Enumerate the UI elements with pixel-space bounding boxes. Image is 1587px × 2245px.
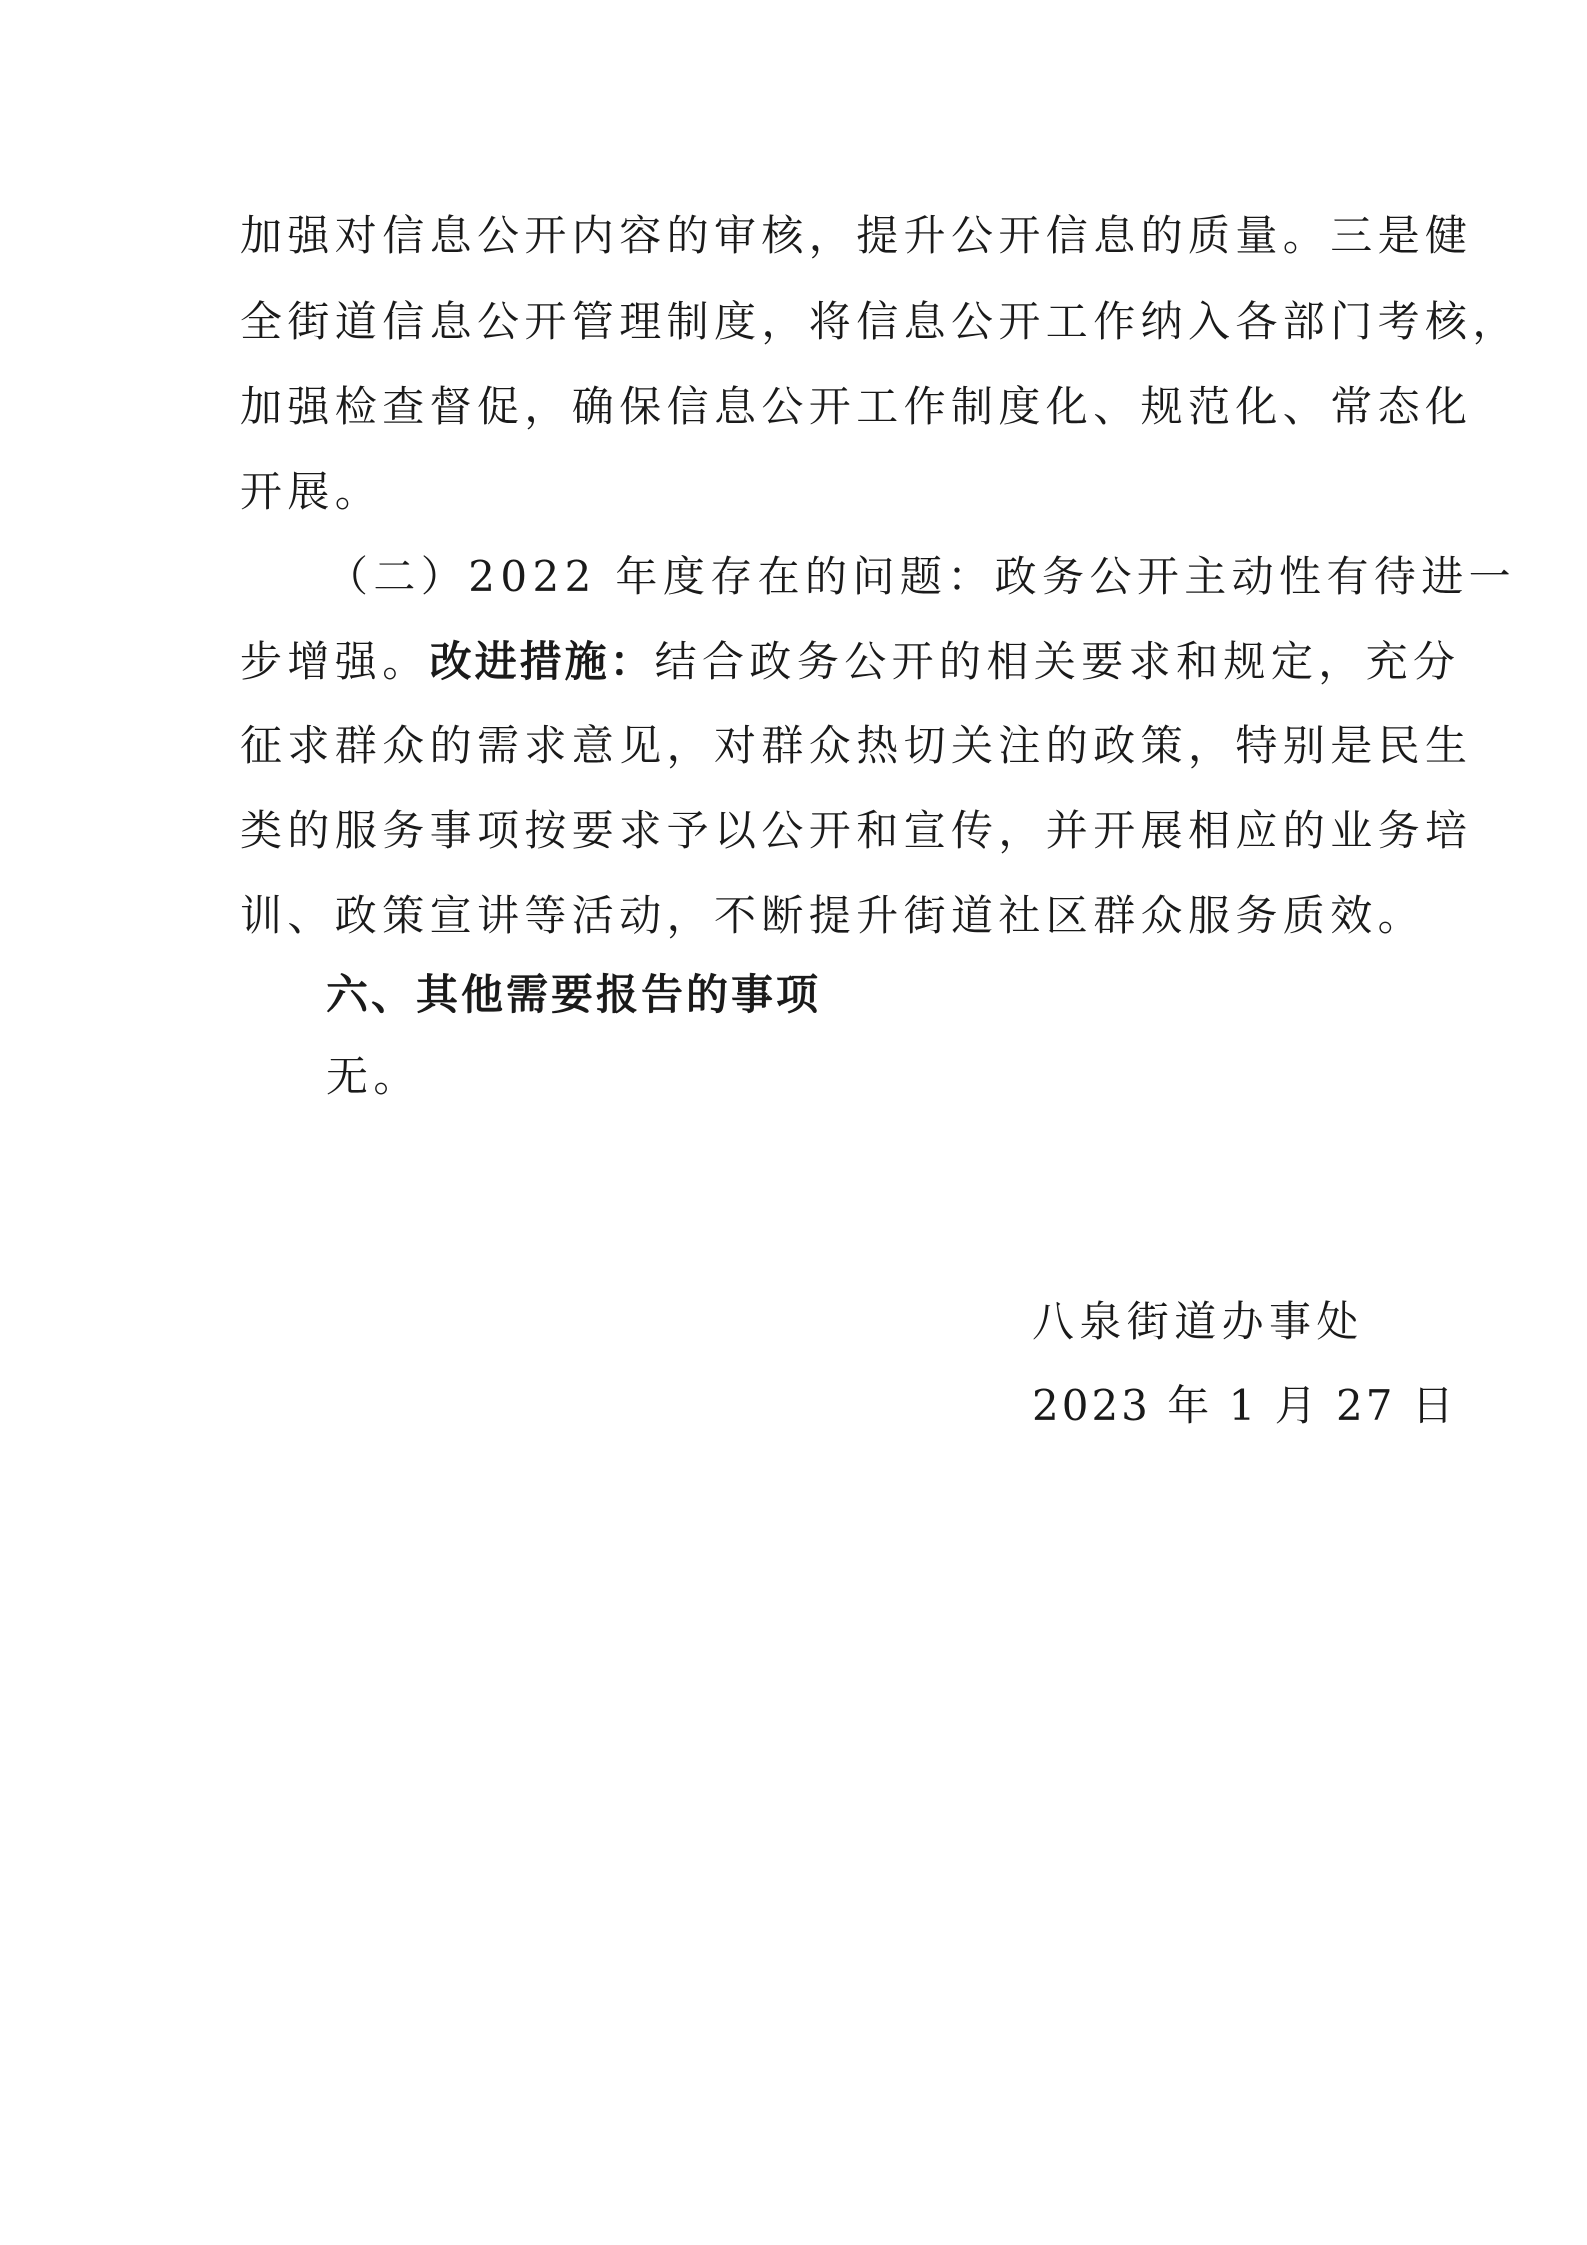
paragraph-line: 加强检查督促，确保信息公开工作制度化、规范化、常态化 bbox=[240, 382, 1473, 431]
paragraph-line bbox=[240, 634, 1460, 690]
paragraph-line: 训、政策宣讲等活动，不断提升街道社区群众服务质效。 bbox=[240, 891, 1426, 940]
section-heading: 六、其他需要报告的事项 bbox=[326, 970, 822, 1019]
improvement-measures-label: 改进措施： bbox=[429, 637, 655, 686]
paragraph-line: （二）2022 年度存在的问题：政务公开主动性有待进一 bbox=[326, 552, 1517, 601]
section-content: 无。 bbox=[326, 1052, 421, 1101]
paragraph-line: 加强对信息公开内容的审核，提升公开信息的质量。三是健 bbox=[240, 211, 1473, 260]
paragraph-line: 开展。 bbox=[240, 467, 383, 516]
paragraph-line: 全街道信息公开管理制度，将信息公开工作纳入各部门考核， bbox=[240, 297, 1520, 346]
signature-date: 2023 年 1 月 27 日 bbox=[1032, 1381, 1457, 1430]
paragraph-text: 结合政务公开的相关要求和规定，充分 bbox=[654, 637, 1461, 686]
paragraph-line: 征求群众的需求意见，对群众热切关注的政策，特别是民生 bbox=[240, 721, 1473, 770]
paragraph-text: 步增强。 bbox=[240, 637, 430, 686]
signature-org: 八泉街道办事处 bbox=[1032, 1297, 1364, 1346]
paragraph-line: 类的服务事项按要求予以公开和宣传，并开展相应的业务培 bbox=[240, 806, 1473, 855]
